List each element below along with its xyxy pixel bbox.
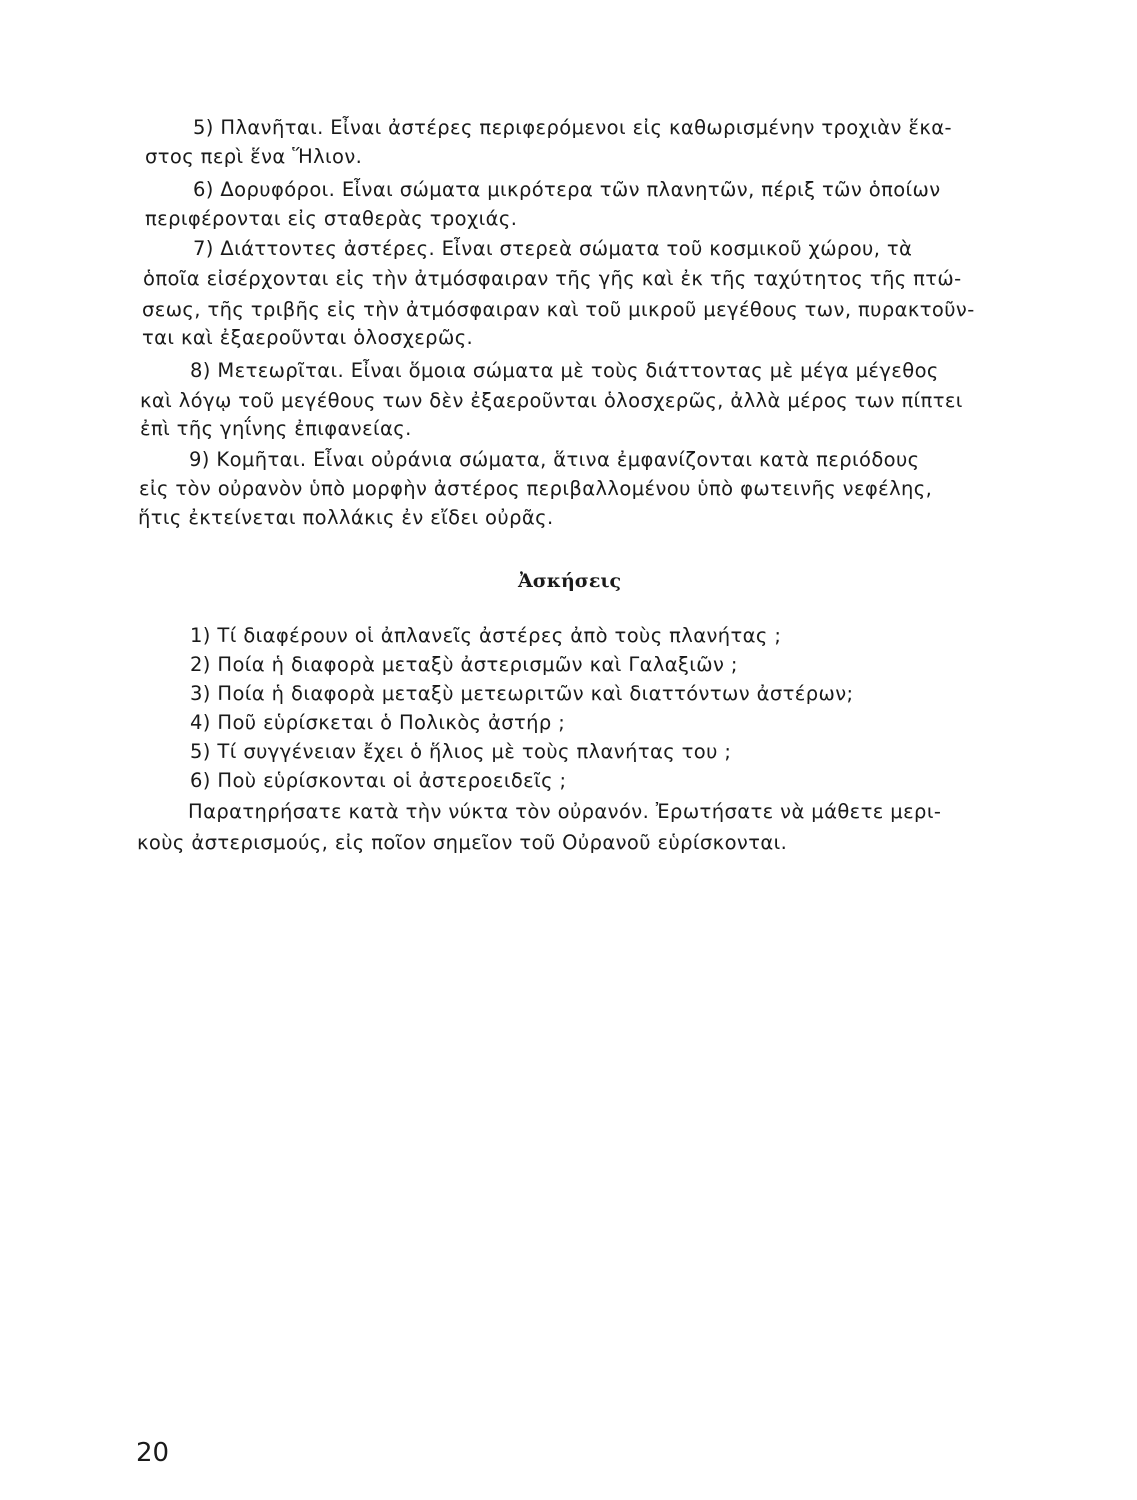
definition-8-line-2: καὶ λόγῳ τοῦ μεγέθους των δὲν ἐξαεροῦνται ὁλοσχερῶς, ἀλλὰ μέρος των πίπτει — [140, 389, 963, 412]
definition-9-line-2: εἰς τὸν οὐρανὸν ὑπὸ μορφὴν ἀστέρος περιβαλλομένου ὑπὸ φωτεινῆς νεφέλης, — [139, 477, 933, 500]
exercise-1: 1) Τί διαφέρουν οἱ ἀπλανεῖς ἀστέρες ἀπὸ τοὺς πλανήτας ; — [190, 624, 782, 647]
exercise-3: 3) Ποία ἡ διαφορὰ μεταξὺ μετεωριτῶν καὶ διαττόντων ἀστέρων; — [190, 682, 854, 705]
exercise-4: 4) Ποῦ εὑρίσκεται ὁ Πολικὸς ἀστήρ ; — [190, 711, 566, 734]
exercise-6: 6) Ποὺ εὑρίσκονται οἱ ἀστεροειδεῖς ; — [190, 769, 567, 792]
definition-7-line-3: σεως, τῆς τριβῆς εἰς τὴν ἀτμόσφαιραν καὶ τοῦ μικροῦ μεγέθους των, πυρακτοῦν- — [142, 298, 975, 321]
definition-8-line-1: 8) Μετεωρῖται. Εἶναι ὅμοια σώματα μὲ τοὺς διάττοντας μὲ μέγα μέγεθος — [190, 359, 939, 382]
definition-7-line-2: ὁποῖα εἰσέρχονται εἰς τὴν ἀτμόσφαιραν τῆς γῆς καὶ ἐκ τῆς ταχύτητος τῆς πτώ- — [143, 267, 962, 290]
definition-5-line-2: στος περὶ ἕνα Ἥλιον. — [145, 145, 363, 168]
exercise-2: 2) Ποία ἡ διαφορὰ μεταξὺ ἀστερισμῶν καὶ Γαλαξιῶν ; — [190, 653, 738, 676]
definition-5-line-1: 5) Πλανῆται. Εἶναι ἀστέρες περιφερόμενοι εἰς καθωρισμένην τροχιὰν ἕκα- — [193, 116, 952, 139]
exercise-observation-line-1: Παρατηρήσατε κατὰ τὴν νύκτα τὸν οὐρανόν. Ἐρωτήσατε νὰ μάθετε μερι- — [188, 800, 942, 823]
exercise-observation-line-2: κοὺς ἀστερισμούς, εἰς ποῖον σημεῖον τοῦ Οὐρανοῦ εὑρίσκονται. — [137, 831, 788, 854]
exercises-heading: Ἀσκήσεις — [518, 570, 622, 592]
definition-7-line-1: 7) Διάττοντες ἀστέρες. Εἶναι στερεὰ σώματα τοῦ κοσμικοῦ χώρου, τὰ — [193, 237, 913, 260]
definition-9-line-3: ἥτις ἐκτείνεται πολλάκις ἐν εἴδει οὐρᾶς. — [138, 506, 554, 529]
definition-9-line-1: 9) Κομῆται. Εἶναι οὐράνια σώματα, ἅτινα ἐμφανίζονται κατὰ περιόδους — [189, 448, 920, 471]
definition-8-line-3: ἐπὶ τῆς γηΐνης ἐπιφανείας. — [140, 417, 412, 440]
page-number: 20 — [136, 1438, 170, 1468]
definition-7-line-4: ται καὶ ἐξαεροῦνται ὁλοσχερῶς. — [142, 326, 474, 349]
definition-6-line-1: 6) Δορυφόροι. Εἶναι σώματα μικρότερα τῶν πλανητῶν, πέριξ τῶν ὁποίων — [193, 178, 941, 201]
definition-6-line-2: περιφέρονται εἰς σταθερὰς τροχιάς. — [145, 207, 518, 230]
exercise-5: 5) Τί συγγένειαν ἔχει ὁ ἥλιος μὲ τοὺς πλανήτας του ; — [190, 740, 732, 763]
